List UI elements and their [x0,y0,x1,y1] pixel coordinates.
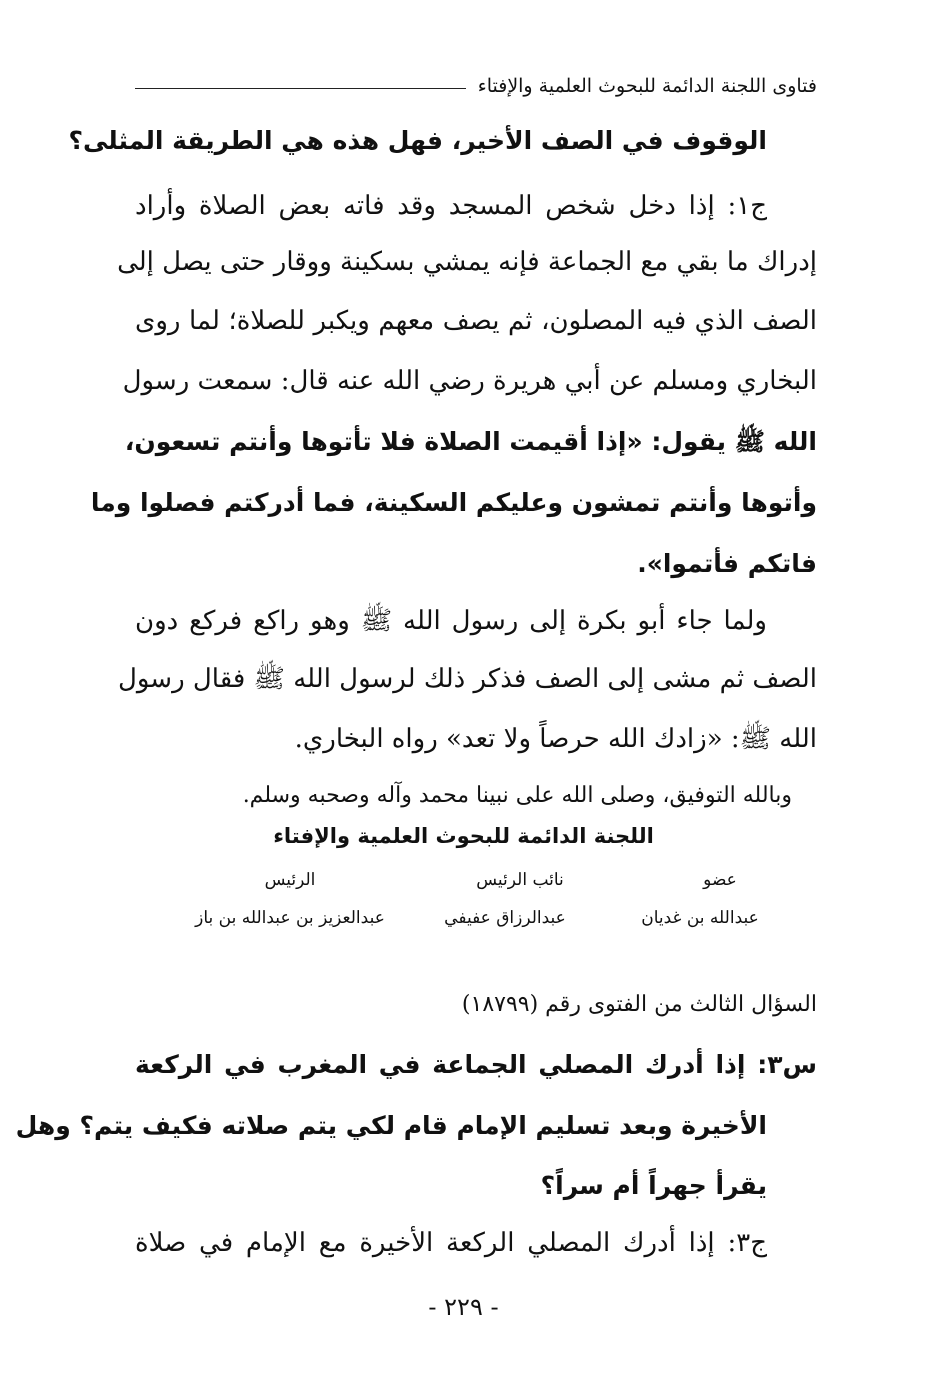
question-line-3: يقرأ جهراً أم سراً؟ [540,1171,767,1200]
text-line-7: وأتوها وأنتم تمشون وعليكم السكينة، فما أدركتم فصلوا وما [90,488,817,517]
signature-name-president: عبدالعزيز بن عبدالله بن باز [195,908,385,928]
text-line-4: الصف الذي فيه المصلون، ثم يصف معهم ويكبر للصلاة؛ لما روى [135,306,817,336]
signature-name-member: عبدالله بن غديان [641,908,759,928]
signature-role-member: عضو [703,870,737,890]
text-line-1: الوقوف في الصف الأخير، فهل هذه هي الطريقة المثلى؟ [68,126,767,155]
text-line-10: الصف ثم مشى إلى الصف فذكر ذلك لرسول الله ﷺ فقال رسول [117,664,817,694]
text-line-11: الله ﷺ: «زادك الله حرصاً ولا تعد» رواه البخاري. [294,724,817,754]
committee-name: اللجنة الدائمة للبحوث العلمية والإفتاء [273,824,654,848]
text-line-9: ولما جاء أبو بكرة إلى رسول الله ﷺ وهو راكع فركع دون [135,606,767,636]
question-line-1: س٣: إذا أدرك المصلي الجماعة في المغرب في الركعة [135,1050,817,1079]
text-line-2: ج١: إذا دخل شخص المسجد وقد فاته بعض الصلاة وأراد [135,191,767,221]
question-line-2: الأخيرة وبعد تسليم الإمام قام لكي يتم صلاته فكيف يتم؟ وهل [15,1111,767,1140]
running-header [135,70,817,102]
closing-line: وبالله التوفيق، وصلى الله على نبينا محمد وآله وصحبه وسلم. [242,783,792,808]
fatwa-heading: السؤال الثالث من الفتوى رقم (١٨٧٩٩) [461,992,817,1017]
running-header-title: فتاوى اللجنة الدائمة للبحوث العلمية والإفتاء [477,75,817,97]
signature-role-president: الرئيس [264,870,316,890]
page-number: - ٢٢٩ - [428,1293,499,1321]
text-line-3: إدراك ما بقي مع الجماعة فإنه يمشي بسكينة ووقار حتى يصل إلى [117,247,817,277]
text-line-6: الله ﷺ يقول: «إذا أقيمت الصلاة فلا تأتوها وأنتم تسعون، [124,427,817,456]
signature-name-vice-president: عبدالرزاق عفيفي [444,908,566,928]
text-line-8: فاتكم فأتموا». [637,549,817,578]
signature-role-vice-president: نائب الرئيس [476,870,564,890]
text-line-5: البخاري ومسلم عن أبي هريرة رضي الله عنه قال: سمعت رسول [122,366,817,396]
answer-line-1: ج٣: إذا أدرك المصلي الركعة الأخيرة مع الإمام في صلاة [135,1228,767,1258]
header-rule [135,88,466,89]
